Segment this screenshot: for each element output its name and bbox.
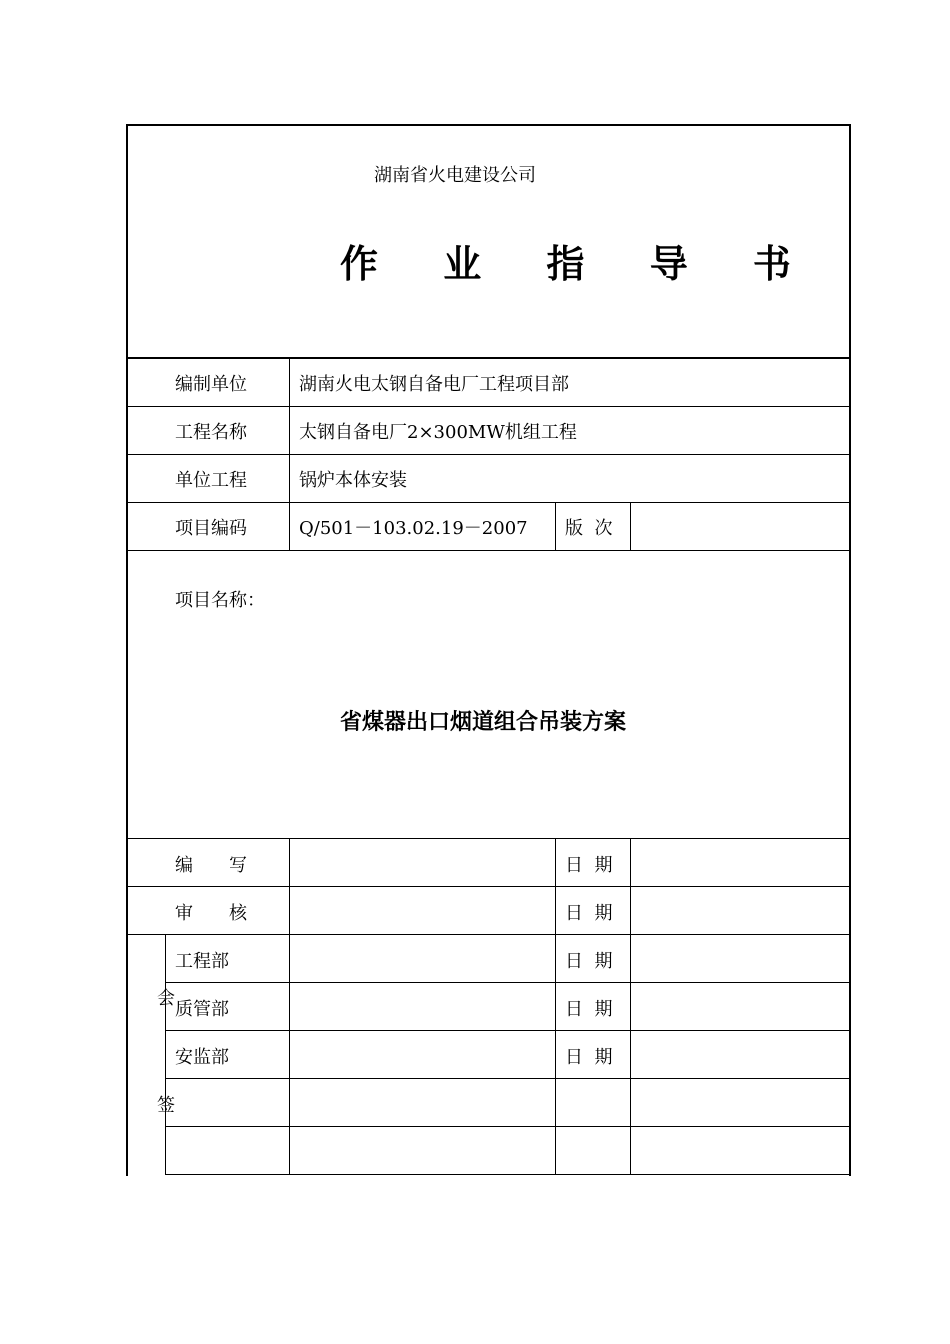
code-value: Q/501－103.02.19－2007 xyxy=(299,518,528,539)
col-line xyxy=(165,934,166,1175)
row-line xyxy=(165,1078,850,1079)
dept-engineering: 工程部 xyxy=(175,951,229,972)
row-line xyxy=(126,838,850,839)
page-title: 作 业 指 导 书 xyxy=(340,241,817,286)
sub-project-value: 锅炉本体安装 xyxy=(299,470,407,491)
date-label: 日 期 xyxy=(565,999,613,1020)
table-right-border xyxy=(849,124,851,1176)
sub-project-label: 单位工程 xyxy=(175,470,247,491)
table-left-border xyxy=(126,124,128,1176)
row-line xyxy=(165,1174,850,1175)
col-line xyxy=(630,502,631,551)
code-label: 项目编码 xyxy=(175,518,247,539)
header-divider xyxy=(126,357,851,359)
version-label: 版 次 xyxy=(565,518,613,539)
project-label: 工程名称 xyxy=(175,422,247,443)
col-line xyxy=(555,502,556,551)
row-line xyxy=(126,550,850,551)
dept-safety: 安监部 xyxy=(175,1047,229,1068)
row-line xyxy=(126,502,850,503)
row-line xyxy=(126,934,850,935)
col-line xyxy=(630,838,631,1175)
col-line xyxy=(289,357,290,551)
company-name: 湖南省火电建设公司 xyxy=(374,165,536,186)
item-name-label: 项目名称： xyxy=(175,590,265,611)
row-line xyxy=(126,886,850,887)
row-line xyxy=(165,1126,850,1127)
date-label: 日 期 xyxy=(565,903,613,924)
dept-quality: 质管部 xyxy=(175,999,229,1020)
countersign-char: 签 xyxy=(157,1095,175,1116)
col-line xyxy=(555,838,556,1175)
row-line xyxy=(126,406,850,407)
date-label: 日 期 xyxy=(565,1047,613,1068)
item-name-value: 省煤器出口烟道组合吊装方案 xyxy=(340,709,627,735)
countersign-char: 会 xyxy=(157,988,175,1009)
row-line xyxy=(126,454,850,455)
col-line xyxy=(289,838,290,1175)
table-top-border xyxy=(126,124,851,126)
review-label: 审 核 xyxy=(175,903,247,924)
project-value: 太钢自备电厂2×300MW机组工程 xyxy=(299,422,577,443)
write-label: 编 写 xyxy=(175,855,247,876)
unit-label: 编制单位 xyxy=(175,374,247,395)
row-line xyxy=(165,982,850,983)
date-label: 日 期 xyxy=(565,855,613,876)
unit-value: 湖南火电太钢自备电厂工程项目部 xyxy=(299,374,569,395)
row-line xyxy=(165,1030,850,1031)
date-label: 日 期 xyxy=(565,951,613,972)
